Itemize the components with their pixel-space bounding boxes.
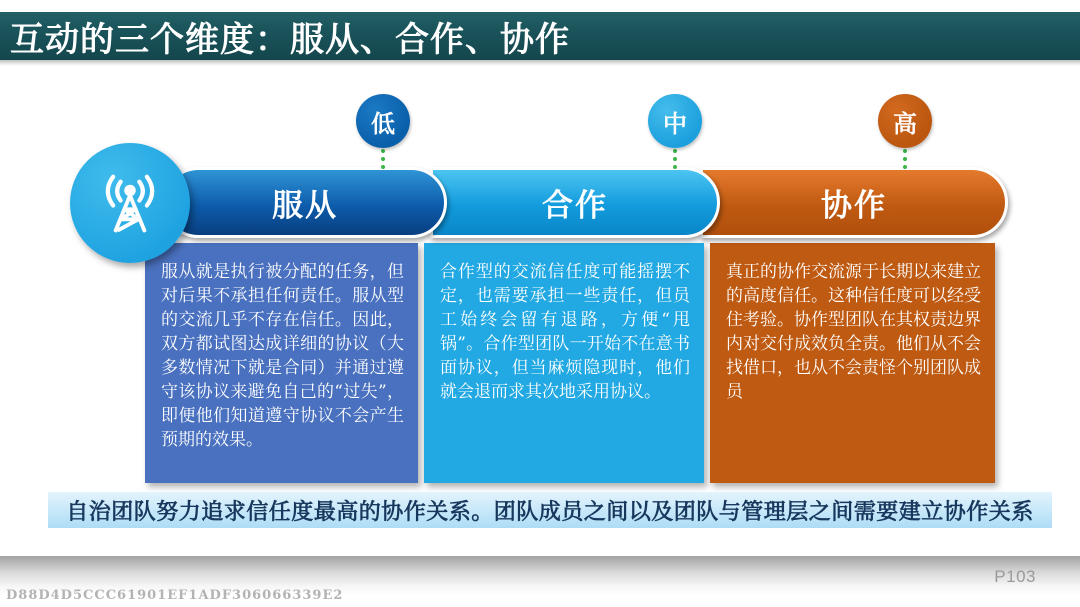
page-number: P103 — [994, 567, 1036, 586]
watermark-code: D88D4D5CCC61901EF1ADF306066339E2 — [6, 588, 344, 603]
level-badge-medium: 中 — [648, 94, 702, 148]
column-header-collaboration: 协作 — [700, 167, 1008, 238]
page-title: 互动的三个维度：服从、合作、协作 — [10, 20, 570, 59]
dotted-connector — [903, 149, 907, 169]
dotted-connector — [381, 149, 385, 169]
body-box-compliance: 服从就是执行被分配的任务，但对后果不承担任何责任。服从型的交流几乎不存在信任。因此，双方都试图达成详细的协议（大多数情况下就是合同）并通过遵守该协议来避免自己的“过失”，即便他们知道遵守协议不会产生预期的效果。 — [145, 243, 418, 483]
body-box-cooperation: 合作型的交流信任度可能摇摆不定，也需要承担一些责任，但员工始终会留有退路，方便“甩锅”。合作型团队一开始不在意书面协议，但当麻烦隐现时，他们就会退而求其次地采用协议。 — [424, 243, 704, 483]
title-bar — [0, 12, 1080, 60]
dotted-connector — [673, 149, 677, 169]
body-box-collaboration: 真正的协作交流源于长期以来建立的高度信任。这种信任度可以经受住考验。协作型团队在其权责边界内对交付成效负全责。他们从不会找借口，也从不会责怪个别团队成员 — [710, 243, 995, 483]
column-header-compliance: 服从 — [163, 167, 447, 238]
column-header-cooperation: 合作 — [430, 167, 720, 238]
summary-banner: 自治团队努力追求信任度最高的协作关系。团队成员之间以及团队与管理层之间需要建立协作关系 — [48, 492, 1052, 528]
broadcast-tower-glyph — [90, 163, 170, 243]
broadcast-tower-icon — [70, 143, 190, 263]
level-badge-low: 低 — [356, 94, 410, 148]
level-badge-high: 高 — [878, 94, 932, 148]
title-underline-divider — [0, 60, 1080, 66]
